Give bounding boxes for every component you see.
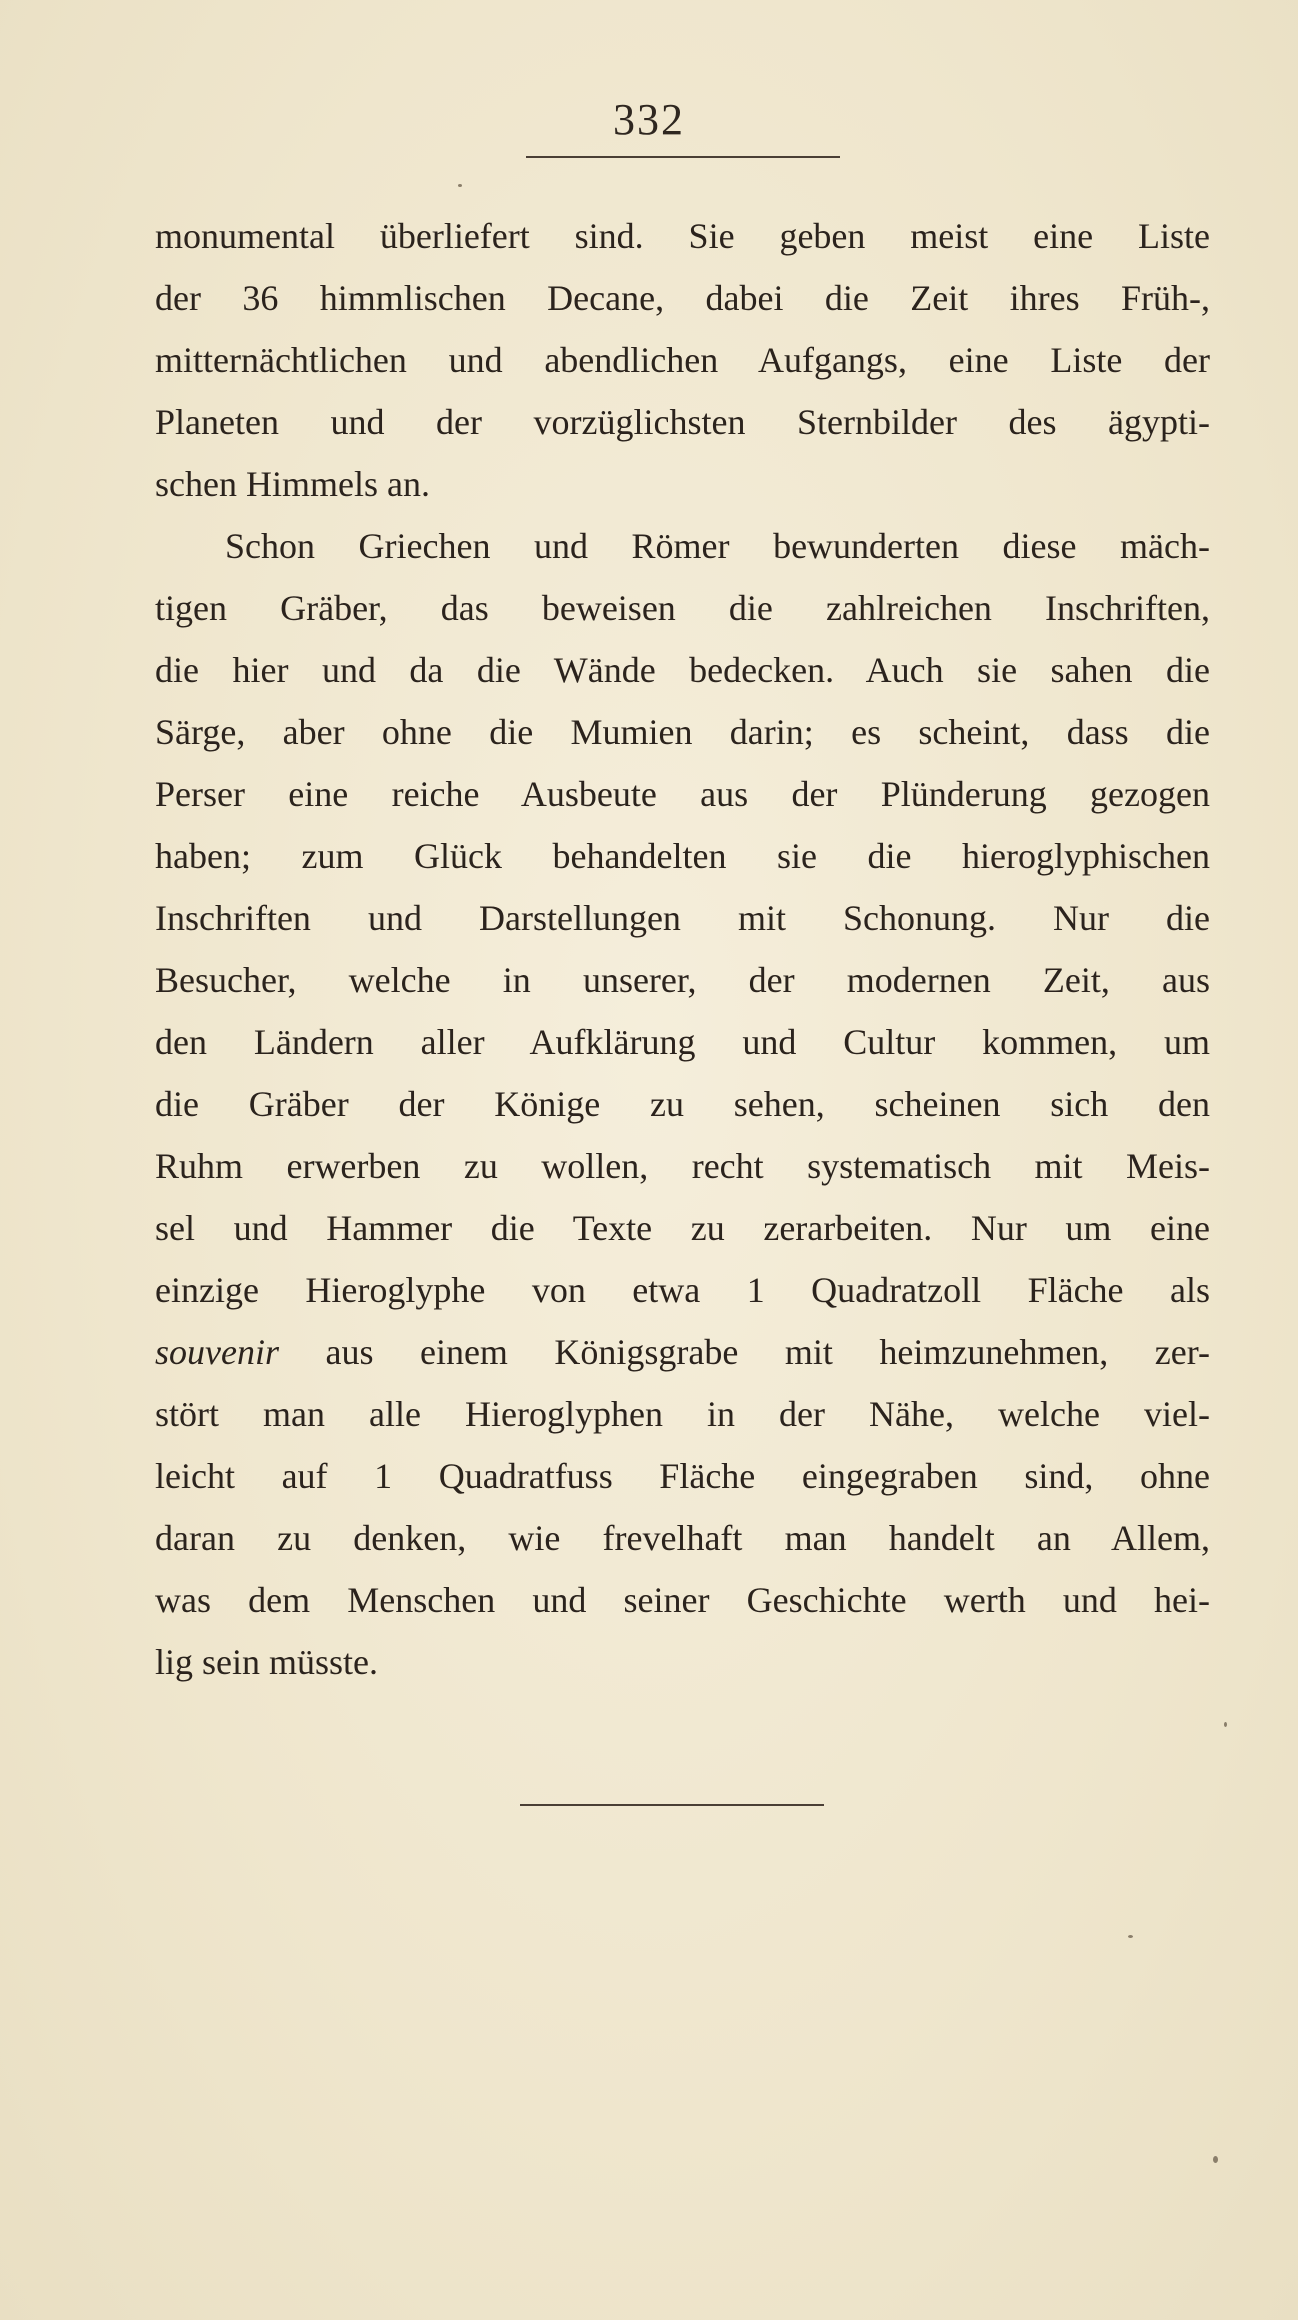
- paper-speck: [1128, 1935, 1133, 1938]
- text-line: haben; zum Glück behandelten sie die hieroglyphischen: [155, 836, 1210, 876]
- text-line: schen Himmels an.: [155, 464, 430, 504]
- paper-speck: [458, 184, 462, 187]
- text-line: sel und Hammer die Texte zu zerarbeiten. Nur um eine: [155, 1208, 1210, 1248]
- text-line: stört man alle Hieroglyphen in der Nähe, welche viel-: [155, 1394, 1210, 1434]
- text-line: Särge, aber ohne die Mumien darin; es scheint, dass die: [155, 712, 1210, 752]
- text-line: Schon Griechen und Römer bewunderten diese mäch-: [225, 526, 1210, 566]
- header-rule: [526, 156, 840, 158]
- text-line: Inschriften und Darstellungen mit Schonung. Nur die: [155, 898, 1210, 938]
- text-line: der 36 himmlischen Decane, dabei die Zeit ihres Früh-,: [155, 278, 1210, 318]
- text-line: monumental überliefert sind. Sie geben meist eine Liste: [155, 216, 1210, 256]
- text-line: die Gräber der Könige zu sehen, scheinen sich den: [155, 1084, 1210, 1124]
- text-line: Perser eine reiche Ausbeute aus der Plünderung gezogen: [155, 774, 1210, 814]
- body-text: [155, 205, 1210, 1693]
- text-line-with-italic: [155, 1321, 1210, 1383]
- text-line: Besucher, welche in unserer, der modernen Zeit, aus: [155, 960, 1210, 1000]
- text-line: den Ländern aller Aufklärung und Cultur kommen, um: [155, 1022, 1210, 1062]
- text-line: was dem Menschen und seiner Geschichte werth und hei-: [155, 1580, 1210, 1620]
- text-line: mitternächtlichen und abendlichen Aufgangs, eine Liste der: [155, 340, 1210, 380]
- page-number: 332: [613, 95, 685, 144]
- paper-speck: [1224, 1722, 1227, 1727]
- italic-word: souvenir: [155, 1332, 279, 1372]
- text-line: tigen Gräber, das beweisen die zahlreichen Inschriften,: [155, 588, 1210, 628]
- text-line: Planeten und der vorzüglichsten Sternbilder des ägypti-: [155, 402, 1210, 442]
- text-line: die hier und da die Wände bedecken. Auch sie sahen die: [155, 650, 1210, 690]
- text-line: lig sein müsste.: [155, 1642, 378, 1682]
- text-line: einzige Hieroglyphe von etwa 1 Quadratzoll Fläche als: [155, 1270, 1210, 1310]
- text-line-rest: aus einem Königsgrabe mit heimzunehmen, zer-: [325, 1332, 1211, 1372]
- text-line: Ruhm erwerben zu wollen, recht systematisch mit Meis-: [155, 1146, 1210, 1186]
- paper-speck: [1213, 2156, 1218, 2163]
- text-line: daran zu denken, wie frevelhaft man handelt an Allem,: [155, 1518, 1210, 1558]
- text-line: leicht auf 1 Quadratfuss Fläche eingegraben sind, ohne: [155, 1456, 1210, 1496]
- footer-rule: [520, 1804, 824, 1806]
